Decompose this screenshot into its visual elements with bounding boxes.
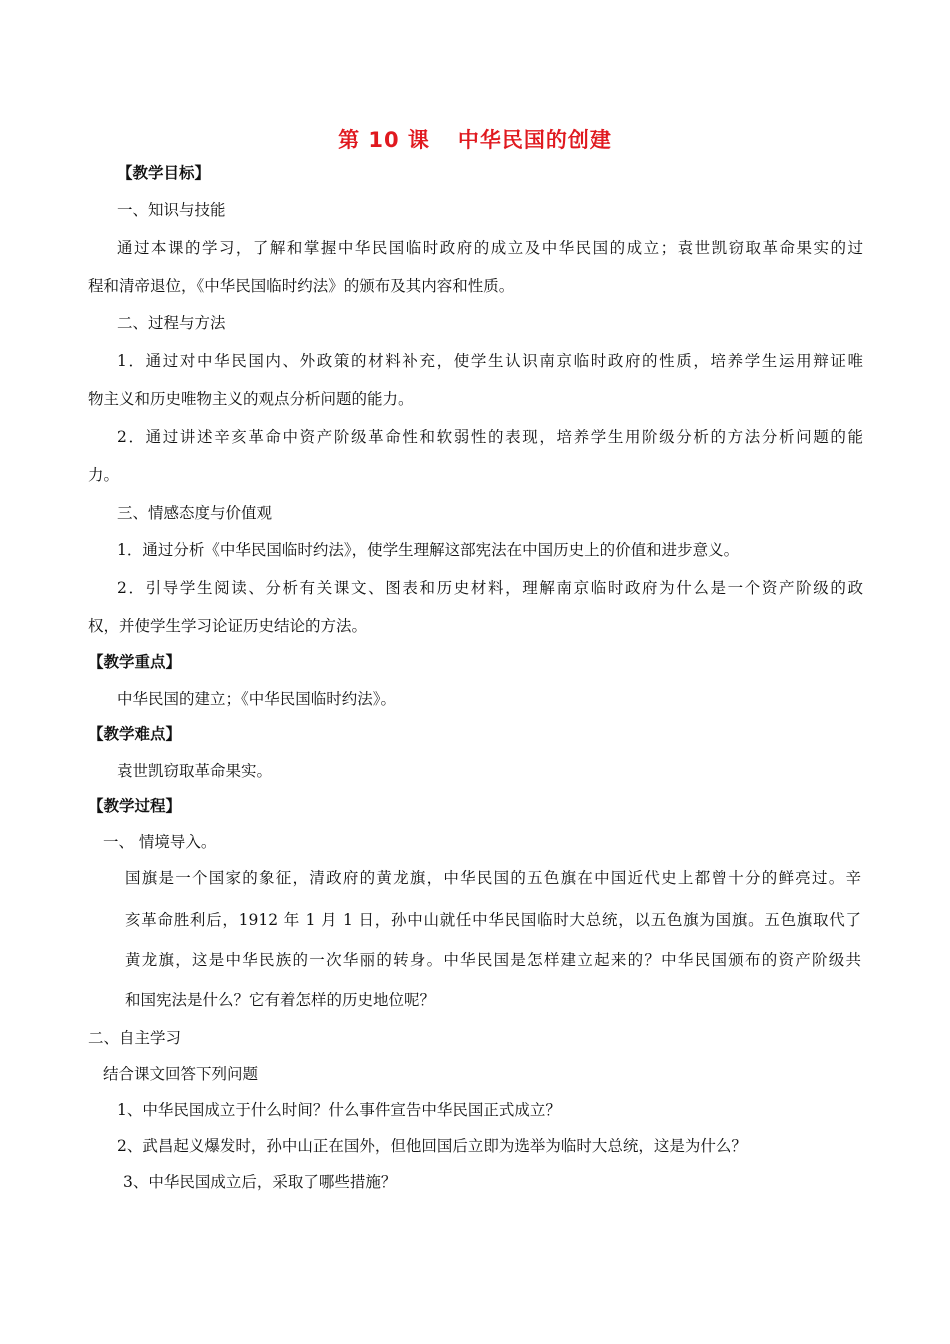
attitude-item2-line2: 权，并使学生学习论证历史结论的方法。 [88,617,368,635]
process-item2-line1: 2．通过讲述辛亥革命中资产阶级革命性和软弱性的表现，培养学生用阶级分析的方法分析问题的能 [117,428,863,446]
knowledge-heading: 一、知识与技能 [117,201,226,219]
intro-text-line3: 黄龙旗，这是中华民族的一次华丽的转身。中华民国是怎样建立起来的？中华民国颁布的资产阶级共 [125,951,861,969]
key-points-heading: 【教学重点】 [88,653,182,671]
difficulties-text: 袁世凯窃取革命果实。 [117,762,273,780]
intro-text-line2: 亥革命胜利后，1912 年 1 月 1 日，孙中山就任中华民国临时大总统，以五色旗为国旗。五色旗取代了 [125,911,861,929]
key-points-text: 中华民国的建立；《中华民国临时约法》。 [117,690,397,708]
question-3: 3、中华民国成立后，采取了哪些措施？ [123,1173,397,1191]
question-1: 1、中华民国成立于什么时间？什么事件宣告中华民国正式成立？ [117,1101,561,1119]
procedure-heading: 【教学过程】 [88,797,182,815]
process-item1-line2: 物主义和历史唯物主义的观点分析问题的能力。 [88,390,414,408]
process-item2-line2: 力。 [88,466,120,484]
intro-text-line4: 和国宪法是什么？它有着怎样的历史地位呢？ [125,991,436,1009]
lesson-name: 中华民国的创建 [457,128,612,152]
question-2: 2、武昌起义爆发时，孙中山正在国外，但他回国后立即为选举为临时大总统，这是为什么？ [117,1137,747,1155]
self-study-heading: 二、自主学习 [88,1029,182,1047]
intro-heading: 一、 情境导入。 [103,833,217,851]
lesson-title [0,124,950,154]
knowledge-text-line1: 通过本课的学习，了解和掌握中华民国临时政府的成立及中华民国的成立；袁世凯窃取革命果实的过 [117,239,863,257]
process-item1-line1: 1．通过对中华民国内、外政策的材料补充，使学生认识南京临时政府的性质，培养学生运用辩证唯 [117,352,863,370]
intro-text-line1: 国旗是一个国家的象征，清政府的黄龙旗，中华民国的五色旗在中国近代史上都曾十分的鲜亮过。辛 [125,869,861,887]
objectives-heading: 【教学目标】 [117,164,211,182]
lesson-number: 第 10 课 [338,128,430,152]
attitude-item2-line1: 2．引导学生阅读、分析有关课文、图表和历史材料，理解南京临时政府为什么是一个资产阶级的政 [117,579,863,597]
knowledge-text-line2: 程和清帝退位，《中华民国临时约法》的颁布及其内容和性质。 [88,277,515,295]
difficulties-heading: 【教学难点】 [88,725,182,743]
process-heading: 二、过程与方法 [117,314,226,332]
attitude-item1: 1．通过分析《中华民国临时约法》，使学生理解这部宪法在中国历史上的价值和进步意义。 [117,541,740,559]
attitude-heading: 三、情感态度与价值观 [117,504,273,522]
self-study-instruction: 结合课文回答下列问题 [103,1065,259,1083]
